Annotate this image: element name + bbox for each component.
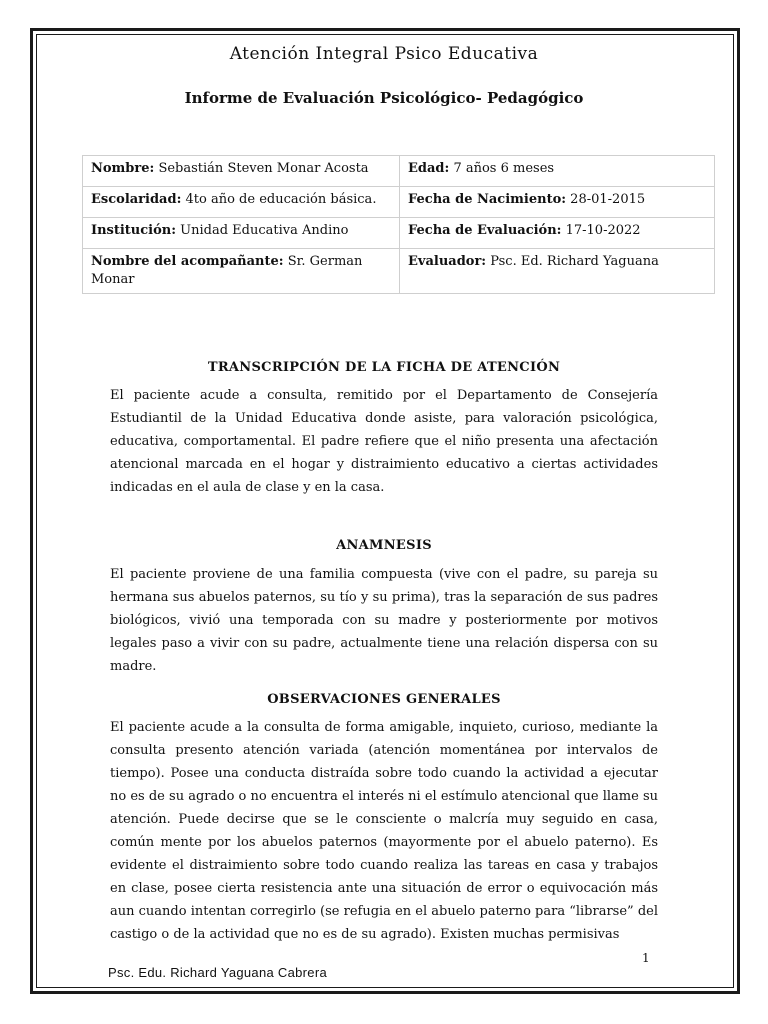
nacimiento-value: 28-01-2015	[566, 192, 646, 207]
edad-label: Edad:	[408, 161, 450, 176]
institucion-value: Unidad Educativa Andino	[176, 223, 349, 238]
evaluacion-cell	[400, 218, 715, 249]
nacimiento-label: Fecha de Nacimiento:	[408, 192, 567, 207]
ficha-paragraph: El paciente acude a consulta, remitido por el Departamento de Consejería Estudiantil de la Unidad Educativa donde asiste, para valoración psicológica, educativa, comportamental. El padre refiere que el niño presenta una afectación atencional marcada en el hogar y distraimiento educativo a ciertas actividades indicadas en el aula de clase y en la casa.	[110, 388, 658, 495]
evaluacion-label: Fecha de Evaluación:	[408, 223, 562, 238]
escolaridad-value: 4to año de educación básica.	[181, 192, 377, 207]
page-number: 1	[642, 951, 650, 965]
nacimiento-cell	[400, 187, 715, 218]
acompanante-label: Nombre del acompañante:	[91, 254, 284, 269]
table-row	[83, 156, 715, 187]
escolaridad-cell	[83, 187, 400, 218]
edad-cell	[400, 156, 715, 187]
observaciones-section-title: OBSERVACIONES GENERALES	[267, 692, 501, 707]
evaluacion-value: 17-10-2022	[561, 223, 641, 238]
evaluador-value: Psc. Ed. Richard Yaguana	[486, 254, 659, 269]
nombre-label: Nombre:	[91, 161, 155, 176]
evaluador-label: Evaluador:	[408, 254, 487, 269]
patient-info-table	[82, 155, 715, 294]
escolaridad-label: Escolaridad:	[91, 192, 182, 207]
anamnesis-paragraph: El paciente proviene de una familia compuesta (vive con el padre, su pareja su hermana sus abuelos paternos, su tío y su prima), tras la separación de sus padres biológicos, vivió una temporada con su madre y posteriormente por motivos legales paso a vivir con su padre, actualmente tiene una relación dispersa con su madre.	[110, 567, 658, 674]
table-row	[83, 249, 715, 294]
document-subtitle: Informe de Evaluación Psicológico- Pedagógico	[184, 89, 584, 107]
nombre-cell	[83, 156, 400, 187]
ficha-section-title: TRANSCRIPCIÓN DE LA FICHA DE ATENCIÓN	[207, 360, 561, 375]
table-row	[83, 187, 715, 218]
evaluador-cell	[400, 249, 715, 294]
anamnesis-section-title: ANAMNESIS	[336, 538, 432, 553]
table-row	[83, 218, 715, 249]
acompanante-value: Sr. German Monar	[91, 254, 363, 287]
document-title: Atención Integral Psico Educativa	[229, 44, 539, 64]
institucion-label: Institución:	[91, 223, 177, 238]
nombre-value: Sebastián Steven Monar Acosta	[154, 161, 369, 176]
observaciones-paragraph: El paciente acude a la consulta de forma amigable, inquieto, curioso, mediante la consulta presento atención variada (atención momentánea por intervalos de tiempo). Posee una conducta distraída sobre todo cuando la actividad a ejecutar no es de su agrado o no encuentra el interés ni el estímulo atencional que llame su atención. Puede decirse que se le consciente o malcría muy seguido en casa, común mente por los abuelos paternos (mayormente por el abuelo paterno). Es evidente el distraimiento sobre todo cuando realiza las tareas en casa y trabajos en clase, posee cierta resistencia ante una situación de error o equivocación más aun cuando intentan corregirlo (se refugia en el abuelo paterno para “librarse” del castigo o de la actividad que no es de su agrado). Existen muchas permisivas	[110, 720, 658, 942]
footer-author: Psc. Edu. Richard Yaguana Cabrera	[108, 965, 327, 980]
acompanante-cell	[83, 249, 400, 294]
edad-value: 7 años 6 meses	[449, 161, 555, 176]
institucion-cell	[83, 218, 400, 249]
